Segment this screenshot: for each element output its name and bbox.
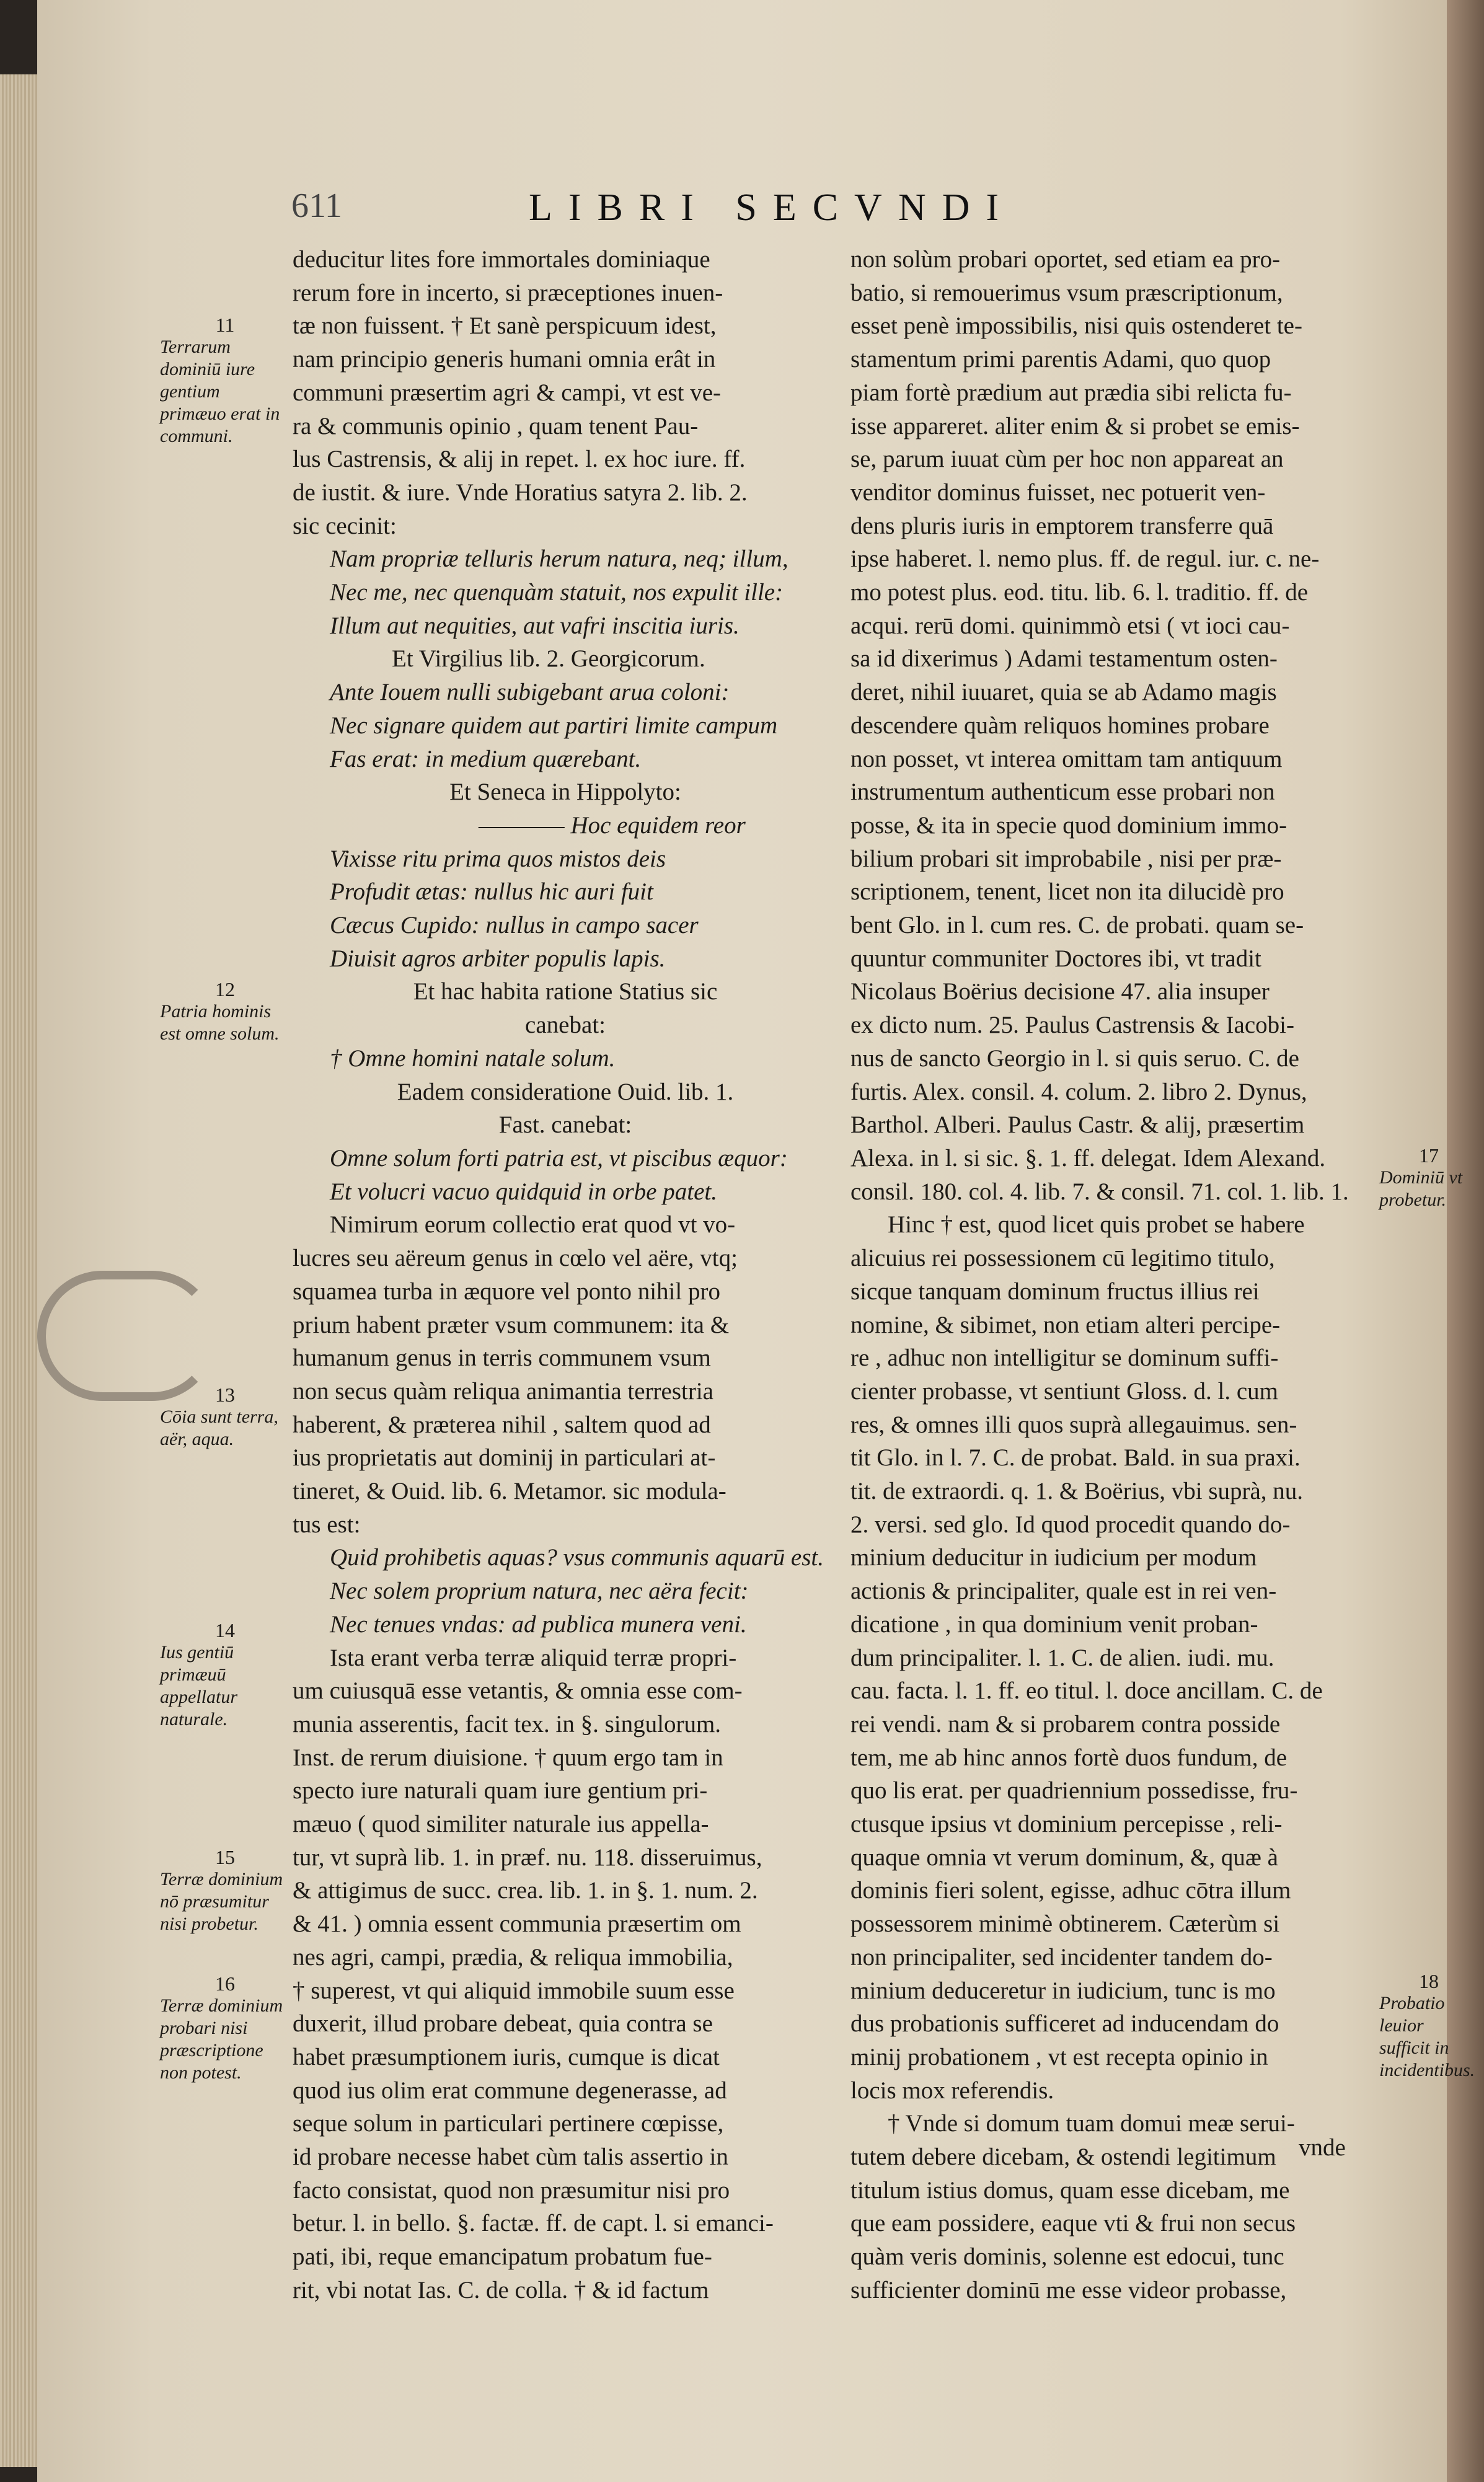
text-line: minium deducitur in iudicium per modum — [850, 1544, 1257, 1571]
catchword: vnde — [1299, 2134, 1346, 2161]
text-line: dicatione , in qua dominium venit proban- — [850, 1610, 1258, 1638]
text-line: Cæcus Cupido: nullus in campo sacer — [330, 912, 699, 939]
text-line: tus est: — [293, 1511, 361, 1538]
text-line: Fast. canebat: — [498, 1111, 632, 1139]
margin-note-15: 15 Terræ dominium nō præsumitur nisi probetur. — [160, 1846, 283, 1934]
text-line: de iustit. & iure. Vnde Horatius satyra 2. lib. 2. — [293, 479, 748, 506]
margin-note-17: 17 Dominiū vt probetur. — [1379, 1144, 1463, 1210]
text-line: Nec solem proprium natura, nec aëra fecit: — [330, 1578, 749, 1605]
margin-note-14: 14 Ius gentiū primæuū appellatur naturale. — [160, 1619, 237, 1729]
text-line: Nam propriæ telluris herum natura, neq; illum, — [330, 545, 788, 573]
text-line: isse appareret. aliter enim & si probet se emis- — [850, 412, 1300, 439]
text-line: Vixisse ritu prima quos mistos deis — [330, 845, 666, 872]
text-line: piam fortè prædium aut prædia sibi relicta fu- — [850, 379, 1292, 406]
text-line: tutem debere dicebam, & ostendi legitimum — [850, 2144, 1276, 2171]
text-line: Profudit ætas: nullus hic auri fuit — [330, 878, 653, 906]
text-line: deret, nihil iuuaret, quia se ab Adamo magis — [850, 679, 1277, 706]
text-line: Nicolaus Boërius decisione 47. alia insuper — [850, 978, 1270, 1005]
text-line: Illum aut nequities, aut vafri inscitia iuris. — [330, 612, 740, 639]
text-line: habet præsumptionem iuris, cumque is dicat — [293, 2043, 720, 2070]
text-line: ctusque ipsius vt dominium percepisse , reli- — [850, 1811, 1283, 1838]
text-line: batio, si remouerimus vsum præscriptionum, — [850, 279, 1283, 306]
text-line: sufficienter dominū me esse videor probasse, — [850, 2276, 1287, 2303]
text-line: Diuisit agros arbiter populis lapis. — [330, 945, 666, 972]
text-line: Et volucri vacuo quidquid in orbe patet. — [330, 1178, 717, 1205]
text-line: canebat: — [525, 1012, 606, 1039]
running-head: LIBRI SECVNDI — [528, 187, 1015, 229]
text-line: sic cecinit: — [293, 512, 397, 539]
text-line: non secus quàm reliqua animantia terrestria — [293, 1377, 713, 1405]
text-line: dominis fieri solent, egisse, adhuc cōtra illum — [850, 1877, 1291, 1904]
text-line: ipse haberet. l. nemo plus. ff. de regul. iur. c. ne- — [850, 545, 1320, 573]
text-line: facto consistat, quod non præsumitur nisi pro — [293, 2176, 730, 2204]
text-line: re , adhuc non intelligitur se dominum suffi- — [850, 1345, 1279, 1372]
margin-note-18: 18 Probatio leuior sufficit in incidentibus. — [1379, 1970, 1475, 2080]
text-line: ra & communis opinio , quam tenent Pau- — [293, 412, 699, 439]
text-line: actionis & principaliter, quale est in rei ven- — [850, 1578, 1277, 1605]
text-line: locis mox referendis. — [850, 2077, 1054, 2104]
text-line: tem, me ab hinc annos fortè duos fundum, de — [850, 1744, 1287, 1771]
text-line: id probare necesse habet cùm talis assertio in — [293, 2144, 728, 2171]
text-line: Nec signare quidem aut partiri limite campum — [330, 712, 778, 739]
text-line: seque solum in particulari pertinere cœpisse, — [293, 2110, 724, 2137]
margin-note-16: 16 Terræ dominium probari nisi præscriptione non potest. — [160, 1972, 283, 2083]
text-line: Nimirum eorum collectio erat quod vt vo- — [330, 1211, 736, 1239]
text-line: mo potest plus. eod. titu. lib. 6. l. traditio. ff. de — [850, 579, 1309, 606]
text-line: dus probationis sufficeret ad inducendam do — [850, 2010, 1279, 2038]
text-line: possessorem minimè obtinerem. Cæterùm si — [850, 1910, 1280, 1938]
text-line: non posset, vt interea omittam tam antiquum — [850, 745, 1283, 772]
text-line: Nec tenues vndas: ad publica munera veni. — [330, 1610, 747, 1638]
text-line: um cuiusquā esse vetantis, & omnia esse com- — [293, 1677, 743, 1705]
text-line: non principaliter, sed incidenter tandem do- — [850, 1943, 1273, 1971]
left-text-column — [293, 243, 838, 2303]
text-line: tæ non fuissent. † Et sanè perspicuum idest, — [293, 312, 717, 340]
text-line: † superest, vt qui aliquid immobile suum esse — [293, 1977, 735, 2004]
text-line: sa id dixerimus ) Adami testamentum osten- — [850, 645, 1278, 673]
text-line: nus de sancto Georgio in l. si quis seruo. C. de — [850, 1044, 1299, 1072]
text-line: furtis. Alex. consil. 4. colum. 2. libro 2. Dynus, — [850, 1078, 1307, 1105]
text-line: † Omne homini natale solum. — [330, 1044, 616, 1072]
text-line: stamentum primi parentis Adami, quo quop — [850, 346, 1271, 373]
text-line: Quid prohibetis aquas? vsus communis aquarū est. — [330, 1544, 824, 1571]
text-line: rerum fore in incerto, si præceptiones inuen- — [293, 279, 723, 306]
text-line: betur. l. in bello. §. factæ. ff. de capt. l. si emanci- — [293, 2210, 774, 2237]
text-line: Inst. de rerum diuisione. † quum ergo tam in — [293, 1744, 723, 1771]
text-line: alicuius rei possessionem cū legitimo titulo, — [850, 1245, 1275, 1272]
text-line: lucres seu aëreum genus in cœlo vel aëre, vtq; — [293, 1245, 738, 1272]
text-line: que eam possidere, eaque vti & frui non secus — [850, 2210, 1296, 2237]
text-line: scriptionem, tenent, licet non ita dilucidè pro — [850, 878, 1284, 906]
page-header — [291, 186, 1128, 242]
text-line: Et hac habita ratione Statius sic — [413, 978, 718, 1005]
text-line: descendere quàm reliquos homines probare — [850, 712, 1270, 739]
text-line: quaque omnia vt verum dominum, &, quæ à — [850, 1844, 1278, 1871]
text-line: rei vendi. nam & si probarem contra posside — [850, 1710, 1281, 1738]
text-line: lus Castrensis, & alij in repet. l. ex hoc iure. ff. — [293, 446, 746, 473]
text-line: duxerit, illud probare debeat, quia contra se — [293, 2010, 713, 2038]
text-line: Fas erat: in medium quærebant. — [330, 745, 642, 772]
text-line: ex dicto num. 25. Paulus Castrensis & Iacobi- — [850, 1012, 1294, 1039]
text-line: acqui. rerū domi. quinimmò etsi ( vt ioci cau- — [850, 612, 1290, 639]
text-line: nomine, & sibimet, non etiam alteri percipe- — [850, 1311, 1281, 1338]
text-line: Alexa. in l. si sic. §. 1. ff. delegat. Idem Alexand. — [850, 1144, 1326, 1172]
text-line: Ante Iouem nulli subigebant arua coloni: — [330, 679, 730, 706]
text-line: Barthol. Alberi. Paulus Castr. & alij, præsertim — [850, 1111, 1305, 1139]
text-line: res, & omnes illi quos suprà allegauimus. sen- — [850, 1411, 1297, 1438]
text-line: Hinc † est, quod licet quis probet se habere — [888, 1211, 1305, 1239]
text-line: nes agri, campi, prædia, & reliqua immobilia, — [293, 1943, 733, 1971]
text-line: titulum istius domus, quam esse dicebam, me — [850, 2176, 1290, 2204]
text-line: sicque tanquam dominum fructus illius rei — [850, 1278, 1260, 1305]
text-line: cau. facta. l. 1. ff. eo titul. l. doce ancillam. C. de — [850, 1677, 1323, 1705]
text-line: † Vnde si domum tuam domui meæ serui- — [888, 2110, 1295, 2137]
text-line: mæuo ( quod similiter naturale ius appella- — [293, 1811, 709, 1838]
text-line: specto iure naturali quam iure gentium pri- — [293, 1777, 708, 1804]
text-line: ———— Hoc equidem reor — [479, 811, 746, 839]
margin-note-12: 12 Patria hominis est omne solum. — [160, 978, 280, 1044]
text-line: & attigimus de succ. crea. lib. 1. in §. 1. num. 2. — [293, 1877, 758, 1904]
page-number: 611 — [291, 187, 342, 225]
text-line: venditor dominus fuisset, nec potuerit ven- — [850, 479, 1266, 506]
text-line: tur, vt suprà lib. 1. in præf. nu. 118. disseruimus, — [293, 1844, 762, 1871]
text-line: ius proprietatis aut dominij in particulari at- — [293, 1444, 716, 1472]
right-text-column — [850, 243, 1396, 2303]
text-line: rit, vbi notat Ias. C. de colla. † & id factum — [293, 2276, 709, 2303]
text-line: instrumentum authenticum esse probari non — [850, 779, 1275, 806]
text-line: minij probationem , vt est recepta opinio in — [850, 2043, 1268, 2070]
text-line: Omne solum forti patria est, vt piscibus æquor: — [330, 1144, 788, 1172]
text-line: Nec me, nec quenquàm statuit, nos expulit ille: — [330, 579, 784, 606]
text-line: non solùm probari oportet, sed etiam ea pro- — [850, 246, 1281, 273]
text-line: dens pluris iuris in emptorem transferre quā — [850, 512, 1274, 539]
text-line: quo lis erat. per quadriennium possedisse, fru- — [850, 1777, 1298, 1804]
text-line: posse, & ita in specie quod dominium immo- — [850, 811, 1287, 839]
margin-note-11: 11 Terrarum dominiū iure gentium primæuo erat in communi. — [160, 314, 280, 446]
text-line: bent Glo. in l. cum res. C. de probati. quam se- — [850, 912, 1304, 939]
paper-clip — [37, 1271, 217, 1401]
text-line: bilium probari sit improbabile , nisi per præ- — [850, 845, 1282, 872]
text-line: dum principaliter. l. 1. C. de alien. iudi. mu. — [850, 1644, 1274, 1671]
text-line: prium habent præter vsum communem: ita & — [293, 1311, 730, 1338]
text-line: deducitur lites fore immortales dominiaque — [293, 246, 710, 273]
text-line: minium deduceretur in iudicium, tunc is mo — [850, 1977, 1276, 2004]
text-line: Ista erant verba terræ aliquid terræ propri- — [330, 1644, 737, 1671]
text-line: communi præsertim agri & campi, vt est ve- — [293, 379, 722, 406]
text-line: consil. 180. col. 4. lib. 7. & consil. 71. col. 1. lib. 1. — [850, 1178, 1349, 1205]
book-spine — [1447, 0, 1484, 2482]
text-line: haberent, & præterea nihil , saltem quod ad — [293, 1411, 711, 1438]
text-line: pati, ibi, reque emancipatum probatum fue- — [293, 2243, 712, 2271]
margin-note-13: 13 Cōia sunt terra, aër, aqua. — [160, 1384, 278, 1449]
text-line: Eadem consideratione Ouid. lib. 1. — [397, 1078, 734, 1105]
text-line: cienter probasse, vt sentiunt Gloss. d. l. cum — [850, 1377, 1278, 1405]
text-line: squamea turba in æquore vel ponto nihil pro — [293, 1278, 720, 1305]
text-line: quàm veris dominis, solenne est edocui, tunc — [850, 2243, 1284, 2271]
text-line: munia asserentis, facit tex. in §. singulorum. — [293, 1710, 722, 1738]
text-line: & 41. ) omnia essent communia præsertim om — [293, 1910, 741, 1938]
text-line: Et Seneca in Hippolyto: — [449, 779, 681, 806]
text-line: tineret, & Ouid. lib. 6. Metamor. sic modula- — [293, 1478, 727, 1505]
text-line: quod ius olim erat commune degenerasse, ad — [293, 2077, 727, 2104]
text-line: nam principio generis humani omnia erât in — [293, 346, 716, 373]
text-line: Et Virgilius lib. 2. Georgicorum. — [392, 645, 705, 673]
text-line: quuntur communiter Doctores ibi, vt tradit — [850, 945, 1261, 972]
text-line: se, parum iuuat cùm per hoc non appareat an — [850, 446, 1284, 473]
text-line: 2. versi. sed glo. Id quod procedit quando do- — [850, 1511, 1291, 1538]
text-line: tit Glo. in l. 7. C. de probat. Bald. in sua praxi. — [850, 1444, 1301, 1472]
text-line: esset penè impossibilis, nisi quis ostenderet te- — [850, 312, 1302, 340]
text-line: tit. de extraordi. q. 1. & Boërius, vbi suprà, nu. — [850, 1478, 1304, 1505]
text-line: humanum genus in terris communem vsum — [293, 1345, 711, 1372]
